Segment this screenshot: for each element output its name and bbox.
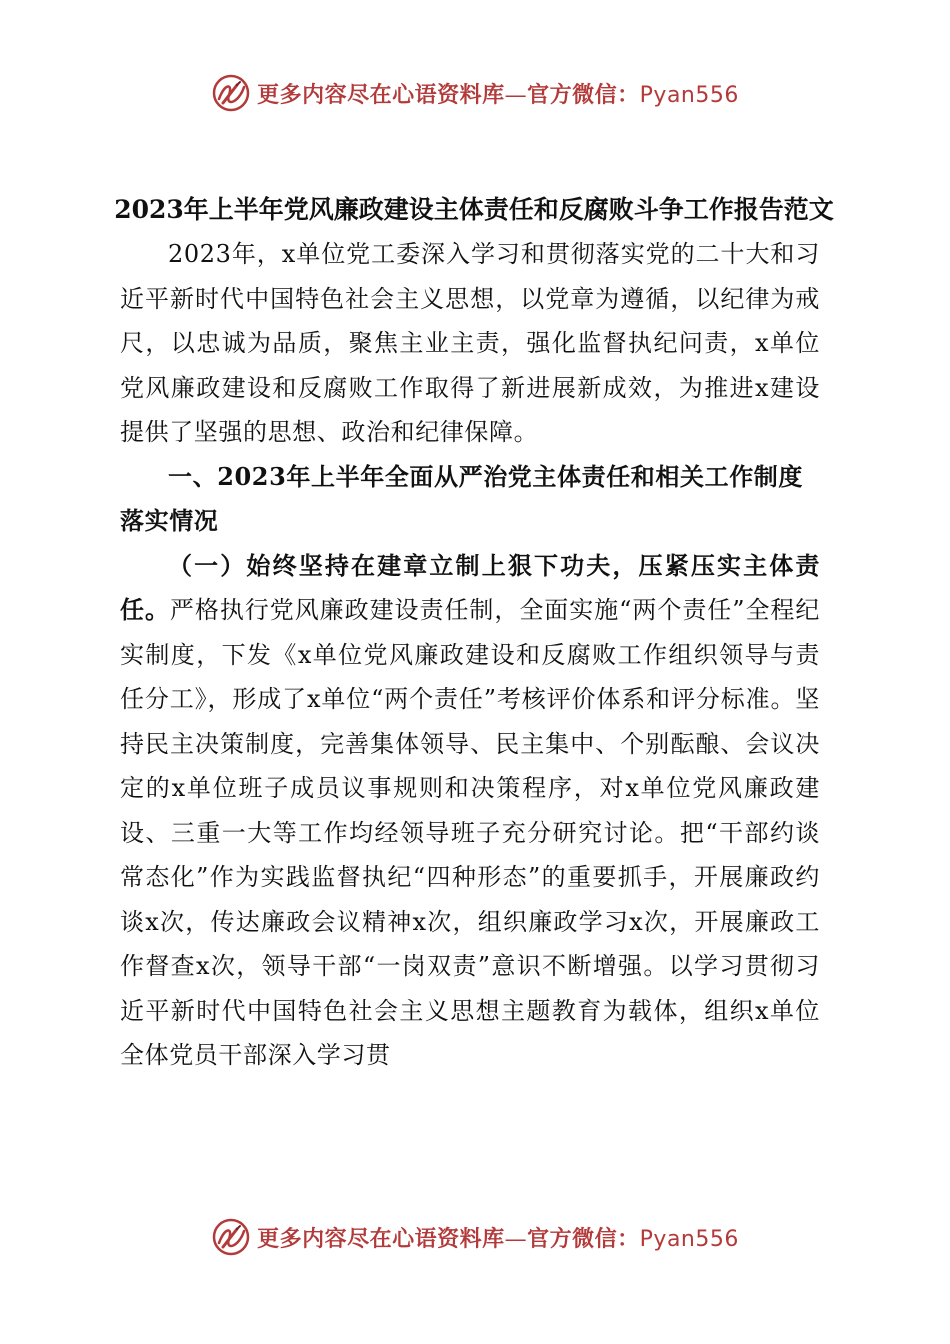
document-page [114, 188, 834, 1078]
watermark-text: 更多内容尽在心语资料库—官方微信：Pyan556 [257, 81, 739, 108]
signature-pen-logo-icon [211, 73, 251, 113]
subsection-heading: （一）始终坚持在建章立制上狠下功夫，压紧压实主体责任。 [120, 550, 820, 624]
subsection-paragraph [120, 544, 820, 1078]
header-watermark [0, 71, 950, 115]
section-heading: 一、2023年上半年全面从严治党主体责任和相关工作制度落实情况 [120, 461, 803, 535]
footer-watermark [0, 1215, 950, 1259]
document-title: 2023年上半年党风廉政建设主体责任和反腐败斗争工作报告范文 [114, 195, 834, 224]
subsection-body: 严格执行党风廉政建设责任制，全面实施“两个责任”全程纪实制度，下发《x单位党风廉政建设和反腐败工作组织领导与责任分工》，形成了x单位“两个责任”考核评价体系和评分标准。坚持民主决策制度，完善集体领导、民主集中、个别酝酿、会议决定的x单位班子成员议事规则和决策程序，对x单位党风廉政建设、三重一大等工作均经领导班子充分研究讨论。把“干部约谈常态化”作为实践监督执纪“四种形态”的重要抓手，开展廉政约谈x次，传达廉政会议精神x次，组织廉政学习x次，开展廉政工作督查x次，领导干部“一岗双责”意识不断增强。以学习贯彻习近平新时代中国特色社会主义思想主题教育为载体，组织x单位全体党员干部深入学习贯 [120, 596, 820, 1069]
signature-pen-logo-icon [211, 1217, 251, 1257]
intro-paragraph: 2023年，x单位党工委深入学习和贯彻落实党的二十大和习近平新时代中国特色社会主义思想，以党章为遵循，以纪律为戒尺，以忠诚为品质，聚焦主业主责，强化监督执纪问责，x单位党风廉政建设和反腐败工作取得了新进展新成效，为推进x建设提供了坚强的思想、政治和纪律保障。 [120, 240, 820, 446]
watermark-text: 更多内容尽在心语资料库—官方微信：Pyan556 [257, 1225, 739, 1252]
